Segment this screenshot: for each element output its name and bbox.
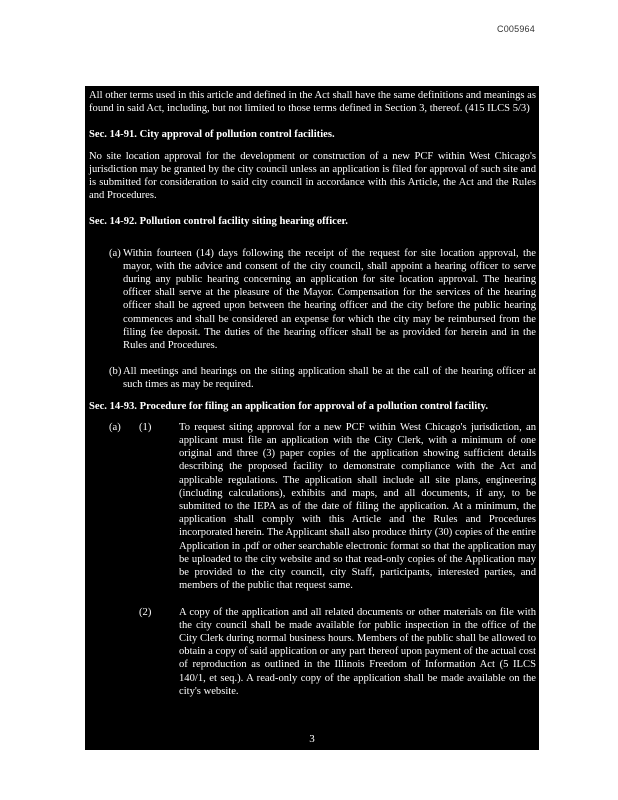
section-14-93-item-2 [109, 606, 536, 698]
subsection-label: (a) [109, 421, 121, 433]
section-14-93-heading: Sec. 14-93. Procedure for filing an application for approval of a pollution control facility. [89, 400, 489, 412]
item-label: (1) [139, 421, 152, 433]
section-14-92-heading: Sec. 14-92. Pollution control facility siting hearing officer. [89, 216, 348, 228]
item-text: A copy of the application and all related documents or other materials on file with the city council shall be made available for public inspection in the office of the City Clerk during normal business hours. Members of the public shall be allowed to obtain a copy of said application or any part thereof upon payment of the actual cost of reproduction as outlined in the Illinois Freedom of Information Act (5 ILCS 140/1, et seq.). A read-only copy of the application shall be made available on the city's website. [179, 606, 536, 697]
intro-paragraph: All other terms used in this article and defined in the Act shall have the same definitions and meanings as found in said Act, including, but not limited to those terms defined in Section 3, thereof. (415 ILCS 5/3) [89, 90, 536, 115]
subsection-text: All meetings and hearings on the siting application shall be at the call of the hearing officer at such times as may be required. [123, 366, 536, 391]
subsection-label-spacer [109, 606, 139, 698]
page-number: 3 [309, 732, 315, 745]
item-label: (2) [139, 606, 152, 618]
subsection-text: Within fourteen (14) days following the receipt of the request for site location approval, the mayor, with the advice and consent of the city council, shall appoint a hearing officer to serve during any public hearing concerning an application for site location approval. The hearing officer shall serve at the pleasure of the Mayor. Compensation for the services of the hearing officer shall be agreed upon between the hearing officer and the city before the public hearing commences and shall be considered an expense for which the city may be reimbursed from the filing fee deposit. The duties of the hearing officer shall be as provided for herein and in the Rules and Procedures. [123, 247, 536, 352]
section-14-93-item-1 [109, 421, 536, 593]
section-14-92-subsection-b [109, 365, 536, 391]
inverted-page-content [85, 86, 539, 750]
subsection-label: (b) [109, 366, 122, 378]
section-14-91-heading: Sec. 14-91. City approval of pollution control facilities. [89, 129, 335, 141]
subsection-label: (a) [109, 247, 121, 259]
document-control-number: C005964 [497, 24, 535, 34]
item-text: To request siting approval for a new PCF within West Chicago's jurisdiction, an applicant must file an application with the City Clerk, with a minimum of one original and three (3) paper copies of the application showing sufficient details describing the proposed facility to demonstrate compliance with the Act and applicable regulations. The application shall include all site plans, engineering (including calculations), exhibits and maps, and all documents, if any, to be submitted to the IEPA as of the date of filing the application. At a minimum, the application shall comply with this Article and the Rules and Procedures incorporated herein. The Applicant shall also produce thirty (30) copies of the entire Application in .pdf or other searchable electronic format so that the application may be uploaded to the city website and so that read-only copies of the Application may be provided to the city council, city Staff, participants, interested parties, and members of the public that request same. [179, 421, 536, 592]
section-14-92-subsection-a [109, 247, 536, 353]
section-14-91-text: No site location approval for the development or construction of a new PCF within West Chicago's jurisdiction may be granted by the city council unless an application is filed for approval of such site and is submitted for consideration to said city council in accordance with this Article, the Act and the Rules and Procedures. [89, 150, 536, 202]
